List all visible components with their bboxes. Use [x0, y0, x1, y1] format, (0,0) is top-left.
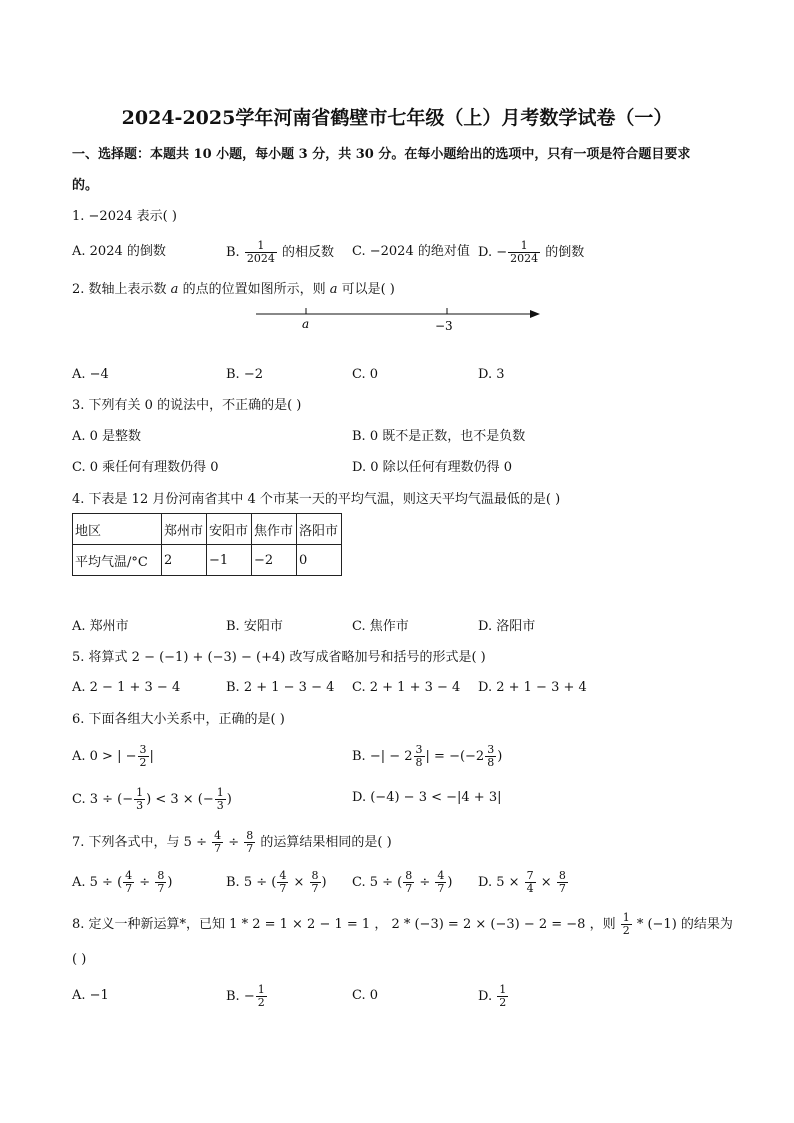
q7-b-prefix: B. 5 ÷ (: [226, 875, 277, 890]
q7-d-den2: 7: [558, 882, 566, 895]
q6-b-fraction: [414, 744, 425, 769]
q2-variable: a: [170, 282, 179, 297]
q8-b-fraction: [256, 984, 267, 1009]
q7-stem-prefix: 7. 下列各式中，与 5 ÷: [72, 835, 212, 850]
table-header-cell: 郑州市: [162, 514, 207, 545]
q7-option-b: [226, 870, 327, 895]
q1-b-prefix: B.: [226, 245, 244, 260]
q6-a-denominator: 2: [139, 756, 147, 769]
label-a: a: [302, 317, 310, 331]
q6-a-suffix: |: [149, 749, 154, 764]
q8-option-d: [478, 984, 509, 1009]
q2-option-a: A. −4: [72, 367, 109, 382]
q7-stem-fraction: [212, 830, 223, 855]
q2-stem-suffix: 可以是( ): [337, 282, 395, 297]
q8-d-numerator: 1: [499, 983, 507, 996]
q7-stem: [72, 830, 392, 855]
q7-b-den1: 7: [279, 882, 287, 895]
q7-a-suffix: ): [167, 875, 173, 890]
label-minus3: −3: [435, 319, 453, 333]
q3-stem: 3. 下列有关 0 的说法中，不正确的是( ): [72, 398, 302, 413]
q7-a-den1: 7: [125, 882, 133, 895]
number-line-arrow: [530, 310, 540, 318]
q3-option-c: C. 0 乘任何有理数仍得 0: [72, 460, 219, 475]
q7-b-fraction-2: [310, 870, 321, 895]
q1-d-fraction: [508, 240, 540, 265]
q7-c-operator: ÷: [415, 875, 435, 890]
q7-option-c: [352, 870, 453, 895]
q6-c-suffix: ): [226, 792, 232, 807]
q7-a-num1: 4: [125, 869, 133, 882]
q3-option-b: B. 0 既不是正数，也不是负数: [352, 429, 526, 444]
q8-d-prefix: D.: [478, 989, 497, 1004]
q1-b-suffix: 的相反数: [277, 245, 334, 260]
q6-option-a: [72, 744, 154, 769]
q7-b-suffix: ): [321, 875, 327, 890]
q7-c-num2: 4: [437, 869, 445, 882]
q7-option-a: [72, 870, 172, 895]
q1-option-c: C. −2024 的绝对值: [352, 244, 470, 259]
table-header-cell: 洛阳市: [297, 514, 342, 545]
q6-b-middle: | = −(−2: [425, 749, 485, 764]
table-cell: −1: [207, 545, 252, 576]
q5-option-d: D. 2 + 1 − 3 + 4: [478, 680, 587, 695]
q8-d-fraction: [497, 984, 508, 1009]
q6-b-suffix: ): [497, 749, 503, 764]
q1-option-b: [226, 240, 334, 265]
table-header-cell: 安阳市: [207, 514, 252, 545]
q6-option-d: D. (−4) − 3 < −|4 + 3|: [352, 790, 502, 805]
q7-c-num1: 8: [405, 869, 413, 882]
q5-option-b: B. 2 + 1 − 3 − 4: [226, 680, 335, 695]
q6-option-c: [72, 787, 232, 812]
q7-b-num2: 8: [311, 869, 319, 882]
q4-option-c: C. 焦作市: [352, 619, 409, 634]
table-header-row: [73, 514, 342, 545]
section-heading-line2: 的。: [72, 178, 99, 193]
q6-option-b: [352, 744, 502, 769]
q5-option-a: A. 2 − 1 + 3 − 4: [72, 680, 181, 695]
q7-a-fraction-2: [155, 870, 166, 895]
q7-b-num1: 4: [279, 869, 287, 882]
q6-a-numerator: 3: [139, 743, 147, 756]
q7-d-prefix: D. 5 ×: [478, 875, 524, 890]
q7-stem-suffix: 的运算结果相同的是( ): [256, 835, 392, 850]
table-row: [73, 545, 342, 576]
table-header-cell: 焦作市: [252, 514, 297, 545]
q7-s-numerator: 4: [214, 829, 222, 842]
q7-stem-middle: ÷: [224, 835, 244, 850]
q7-c-den1: 7: [405, 882, 413, 895]
q6-b-numerator-2: 3: [487, 743, 495, 756]
q7-a-num2: 8: [157, 869, 165, 882]
q2-stem-prefix: 2. 数轴上表示数: [72, 282, 171, 297]
q6-b-numerator: 3: [415, 743, 423, 756]
q6-c-middle: ) < 3 × (−: [146, 792, 214, 807]
q8-b-denominator: 2: [257, 996, 265, 1009]
q1-stem: 1. −2024 表示( ): [72, 209, 177, 224]
q4-option-d: D. 洛阳市: [478, 619, 536, 634]
q6-c-prefix: C. 3 ÷ (−: [72, 792, 134, 807]
q7-b-operator: ×: [289, 875, 309, 890]
table-cell: 0: [297, 545, 342, 576]
q8-stem-fraction: [621, 912, 632, 937]
q7-option-d: [478, 870, 569, 895]
q6-b-prefix: B. −| − 2: [352, 749, 413, 764]
q8-option-b: [226, 984, 268, 1009]
q4-stem: 4. 下表是 12 月份河南省其中 4 个市某一天的平均气温，则这天平均气温最低的是( ): [72, 492, 561, 507]
q7-a-prefix: A. 5 ÷ (: [72, 875, 123, 890]
q2-option-c: C. 0: [352, 367, 379, 382]
q7-c-prefix: C. 5 ÷ (: [352, 875, 403, 890]
q6-c-numerator: 1: [136, 786, 144, 799]
q3-option-d: D. 0 除以任何有理数仍得 0: [352, 460, 513, 475]
q1-option-a: A. 2024 的倒数: [72, 244, 166, 259]
section-heading-line1: 一、选择题：本题共 10 小题，每小题 3 分，共 30 分。在每小题给出的选项中，只有一项是符合题目要求: [72, 147, 691, 162]
q7-d-fraction-1: [525, 870, 536, 895]
q7-s-denominator-2: 7: [246, 842, 254, 855]
q4-option-b: B. 安阳市: [226, 619, 283, 634]
table-cell: 平均气温/°C: [73, 545, 162, 576]
q7-c-fraction-2: [435, 870, 446, 895]
q7-b-den2: 7: [311, 882, 319, 895]
q1-d-denominator: 2024: [510, 252, 539, 265]
q8-stem-prefix: 8. 定义一种新运算*，已知 1 * 2 = 1 × 2 − 1 = 1 ， 2 * (−3) = 2 × (−3) − 2 = −8 ，则: [72, 917, 620, 932]
q8-b-numerator: 1: [257, 983, 265, 996]
q7-s-numerator-2: 8: [246, 829, 254, 842]
q7-a-operator: ÷: [135, 875, 155, 890]
q4-temperature-table: [72, 513, 342, 576]
q6-c-denominator: 3: [136, 799, 144, 812]
q1-d-numerator: 1: [508, 240, 540, 253]
q7-c-suffix: ): [447, 875, 453, 890]
q7-a-den2: 7: [157, 882, 165, 895]
q2-stem: [72, 280, 395, 300]
q7-c-den2: 7: [437, 882, 445, 895]
q7-stem-fraction-2: [244, 830, 255, 855]
q8-option-c: C. 0: [352, 988, 379, 1003]
q8-s-denominator: 2: [622, 924, 630, 937]
q7-d-num2: 8: [558, 869, 566, 882]
q2-option-d: D. 3: [478, 367, 505, 382]
q6-c-fraction: [134, 787, 145, 812]
q7-d-den1: 4: [526, 882, 534, 895]
q2-option-b: B. −2: [226, 367, 263, 382]
q1-d-suffix: 的倒数: [541, 245, 585, 260]
q6-b-fraction-2: [485, 744, 496, 769]
q6-b-denominator-2: 8: [487, 756, 495, 769]
q8-stem-line2: ( ): [72, 952, 87, 967]
table-header-cell: 地区: [73, 514, 162, 545]
q7-d-fraction-2: [557, 870, 568, 895]
q6-a-fraction: [138, 744, 149, 769]
q4-option-a: A. 郑州市: [72, 619, 129, 634]
q1-b-numerator: 1: [245, 240, 277, 253]
q8-d-denominator: 2: [499, 996, 507, 1009]
q7-c-fraction-1: [403, 870, 414, 895]
q6-c-fraction-2: [215, 787, 226, 812]
q6-stem: 6. 下面各组大小关系中，正确的是( ): [72, 712, 285, 727]
q6-a-prefix: A. 0 > | −: [72, 749, 137, 764]
q2-variable-2: a: [329, 282, 338, 297]
q1-b-denominator: 2024: [246, 252, 275, 265]
q8-b-prefix: B. −: [226, 989, 255, 1004]
q5-option-c: C. 2 + 1 + 3 − 4: [352, 680, 461, 695]
q6-b-denominator: 8: [415, 756, 423, 769]
q2-number-line: [250, 302, 550, 338]
q1-d-prefix: D. −: [478, 245, 508, 260]
exam-title: 2024-2025学年河南省鹤壁市七年级（上）月考数学试卷（一）: [121, 107, 673, 129]
q8-s-numerator: 1: [622, 911, 630, 924]
q7-d-operator: ×: [536, 875, 556, 890]
q2-stem-middle: 的点的位置如图所示，则: [178, 282, 330, 297]
q6-c-numerator-2: 1: [216, 786, 224, 799]
q6-c-denominator-2: 3: [216, 799, 224, 812]
q1-option-d: [478, 240, 584, 265]
q3-option-a: A. 0 是整数: [72, 429, 142, 444]
q1-b-fraction: [245, 240, 277, 265]
q7-s-denominator: 7: [214, 842, 222, 855]
q7-d-num1: 7: [526, 869, 534, 882]
q8-option-a: A. −1: [72, 988, 109, 1003]
q7-a-fraction-1: [123, 870, 134, 895]
table-cell: 2: [162, 545, 207, 576]
q8-stem-suffix: * (−1) 的结果为: [632, 917, 733, 932]
q7-b-fraction-1: [277, 870, 288, 895]
q8-stem: [72, 912, 733, 937]
q5-stem: 5. 将算式 2 − (−1) + (−3) − (+4) 改写成省略加号和括号的形式是( ): [72, 650, 486, 665]
table-cell: −2: [252, 545, 297, 576]
